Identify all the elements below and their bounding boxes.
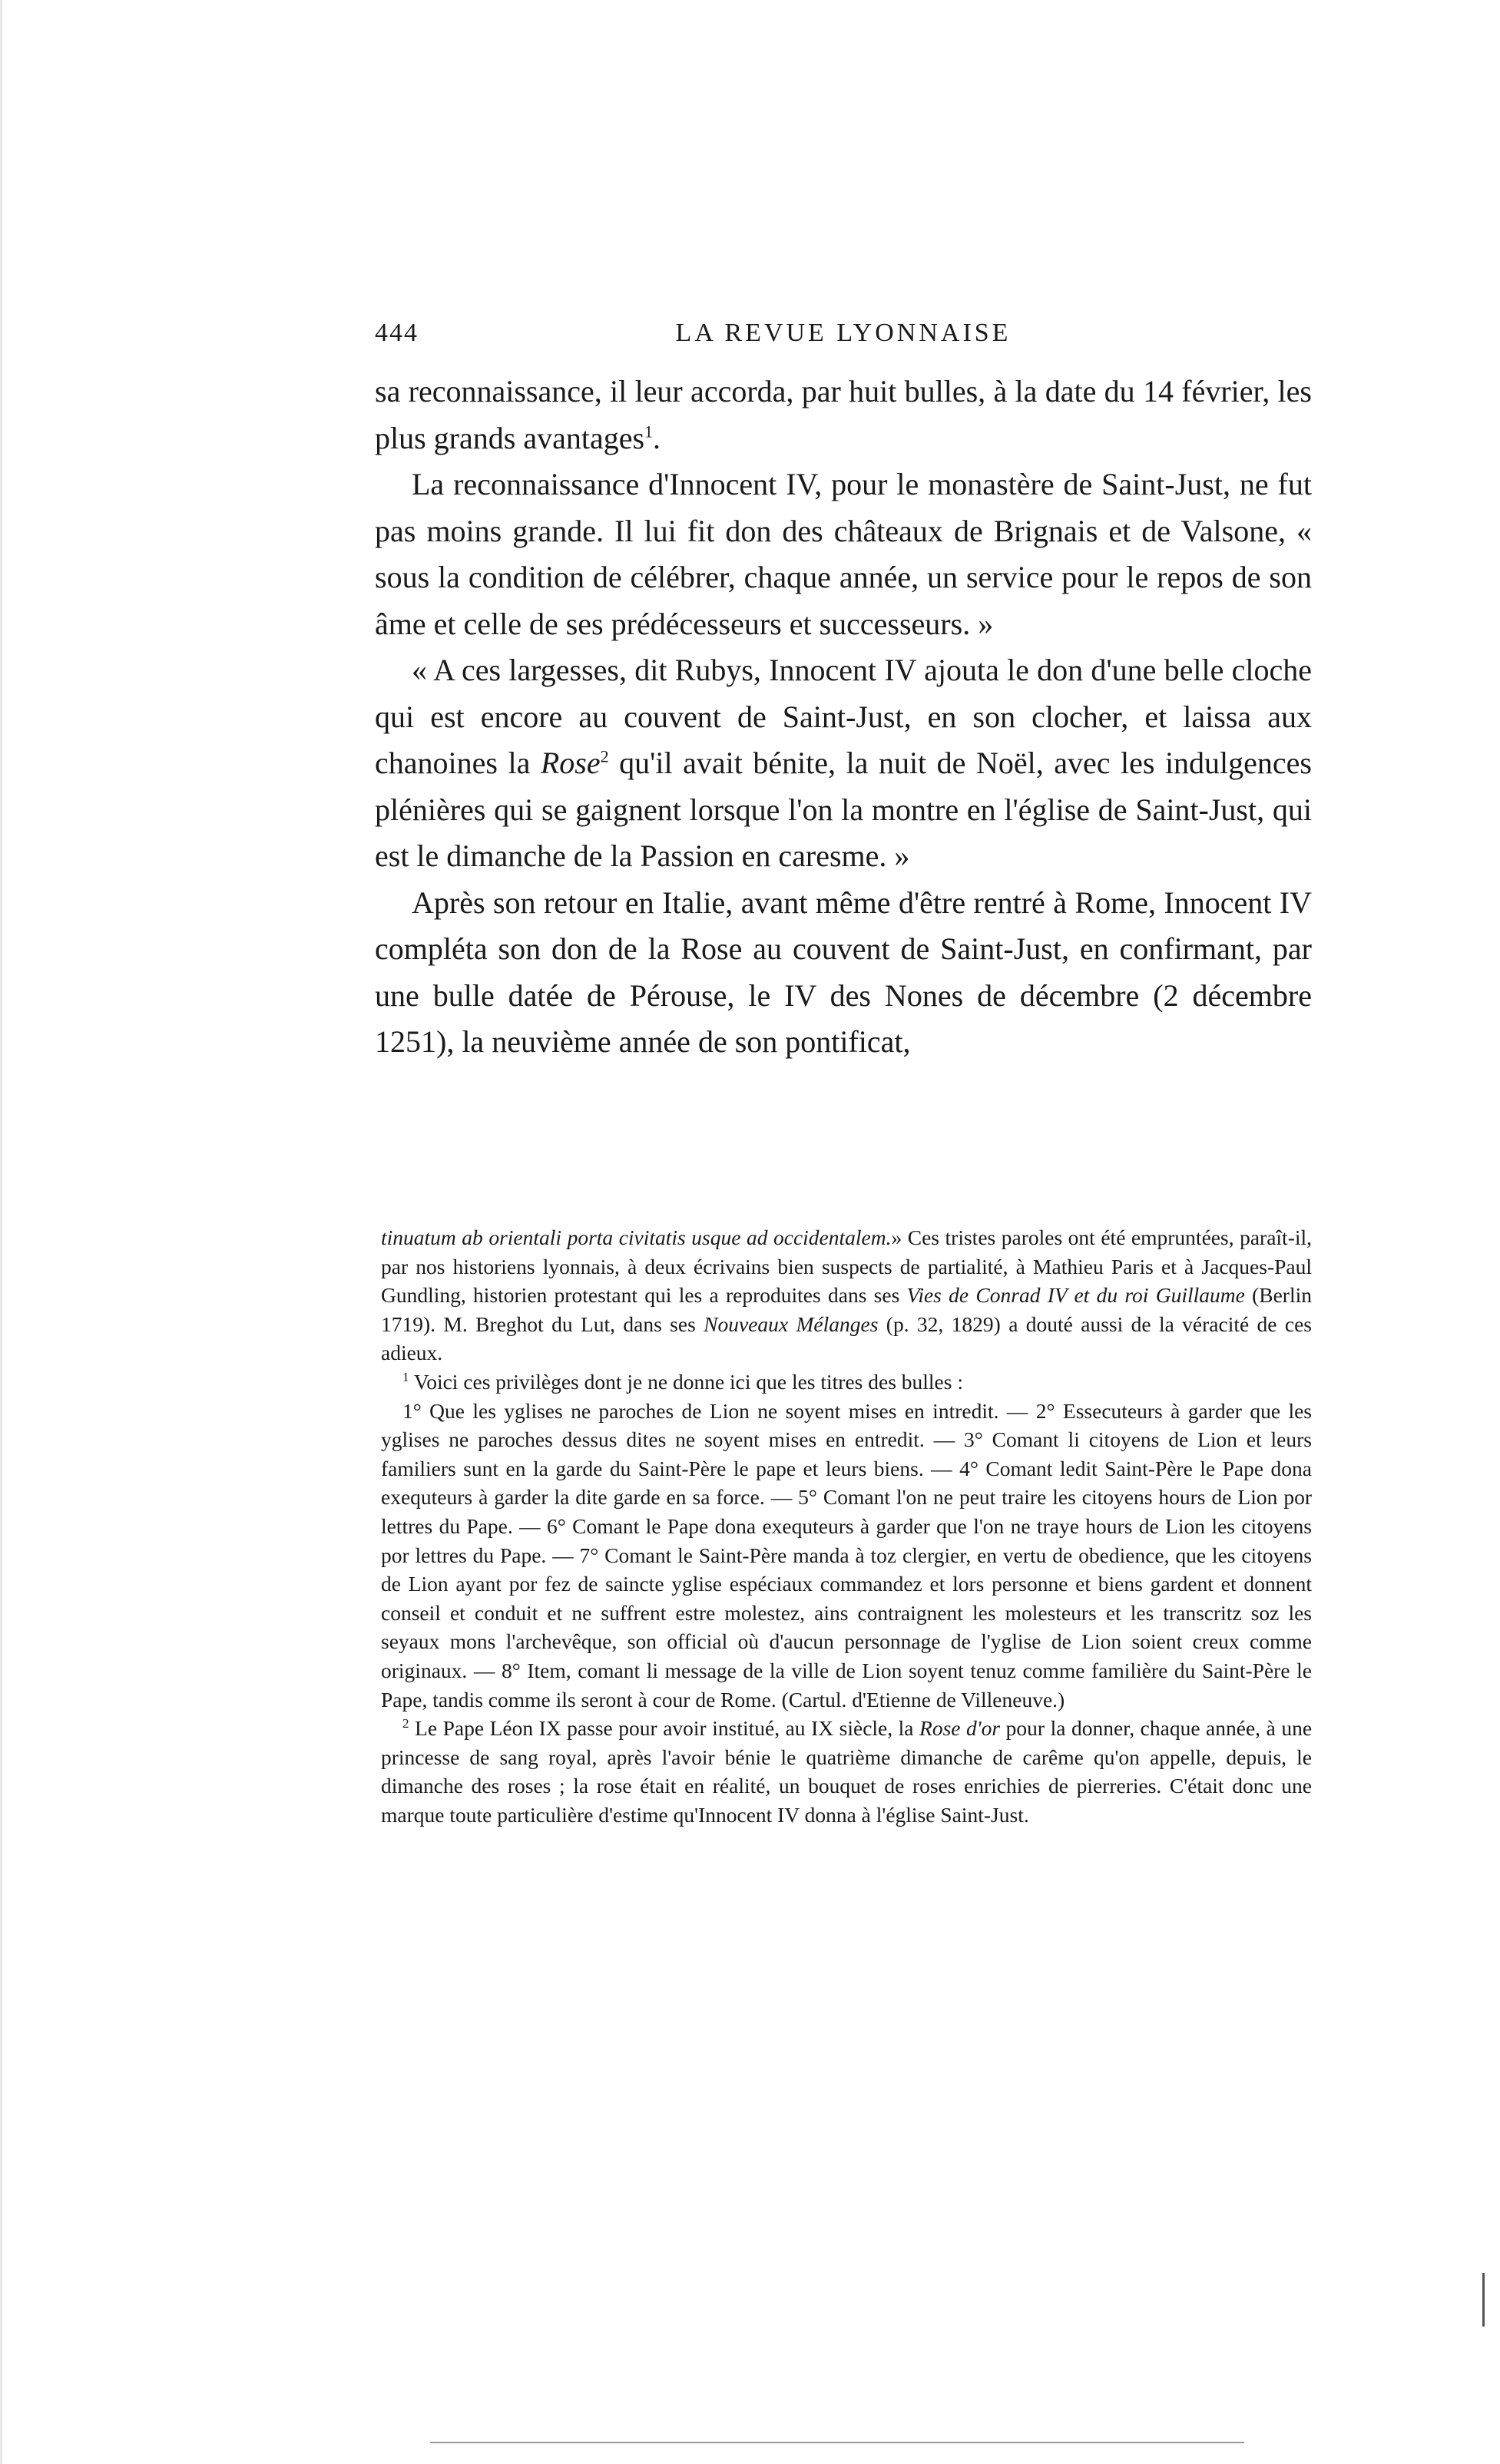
paragraph-3: « A ces largesses, dit Rubys, Innocent IV ajouta le don d'une belle cloche qui est encore au couvent de Saint-Just, en son clocher, et laissa aux chanoines la Rose$^2$ qu'il avait bénite, la nuit de Noël, avec les indulgences plénières qui se gaignent lorsque l'on la montre en l'église de Saint-Just, qui est le dimanche de la Passion en caresme. » bbox=[375, 653, 1312, 873]
main-text bbox=[375, 369, 1312, 1066]
paragraph-1: sa reconnaissance, il leur accorda, par huit bulles, à la date du 14 février, les plus grands avantages$^1$. bbox=[375, 374, 1312, 455]
footnote-ref-2: 2 bbox=[600, 746, 609, 766]
scan-edge bbox=[0, 0, 2, 2464]
running-header bbox=[375, 319, 1312, 365]
book-title-1: Vies de Conrad IV et du roi Guillaume bbox=[906, 1283, 1245, 1308]
footnote-ref-1: 1 bbox=[644, 422, 654, 442]
footnote-1-list: 1° Que les yglises ne paroches de Lion ne soyent mises en intredit. — 2° Essecuteurs à garder que les yglises ne paroches dessus dites ne soyent mises en entredit. — 3° Comant li citoyens de Lion et leurs familiers sunt en la garde du Saint-Père le pape et leurs biens. — 4° Comant ledit Saint-Père le Pape dona exequteurs à garder la dite garde en sa force. — 5° Comant l'on ne peut traire les citoyens hours de Lion por lettres du Pape. — 6° Comant le Pape dona exequteurs à garder que l'on ne traye hours de Lion les citoyens por lettres du Pape. — 7° Comant le Saint-Père manda à toz clergier, en vertu de obedience, que les citoyens de Lion ayant por fez de saincte yglise espéciaux commandez et lors personne et biens gardent et donnent conseil et conduit et ne suffrent estre molestez, ains contraignent les molesteurs et les transcritz soz les seyaux mons l'archevêque, son official où d'aucun personnage de l'yglise de Lion soient creux comme originaux. — 8° Item, comant li message de la ville de Lion soyent tenuz comme familière du Saint-Père le Pape, tandis comme ils seront à cour de Rome. (Cartul. d'Etienne de Villeneuve.) bbox=[381, 1398, 1312, 1712]
book-title-2: Nouveaux Mélanges bbox=[704, 1311, 879, 1336]
footnote-mark-1: 1 bbox=[402, 1369, 409, 1384]
scan-mark bbox=[1482, 2273, 1485, 2327]
footnote-continued: tinuatum ab orientali porta civitatis usque ad occidentalem.» Ces tristes paroles ont été empruntées, paraît-il, par nos historiens lyonnais, à deux écrivains bien suspects de partialité, à Mathieu Paris et à Jacques-Paul Gundling, historien protestant qui les a reproduites dans ses Vies de Conrad IV et du roi Guillaume (Berlin 1719). M. Breghot du Lut, dans ses Nouveaux Mélanges (p. 32, 1829) a douté aussi de la véracité de ces adieux. bbox=[381, 1225, 1313, 1365]
footnotes bbox=[381, 1223, 1312, 1829]
paragraph-2: La reconnaissance d'Innocent IV, pour le monastère de Saint-Just, ne fut pas moins grande. Il lui fit don des châteaux de Brignais et de Valsone, « sous la condition de célébrer, chaque année, un service pour le repos de son âme et celle de ses prédécesseurs et successeurs. » bbox=[375, 467, 1312, 641]
paragraph-4: Après son retour en Italie, avant même d'être rentré à Rome, Innocent IV compléta son don de la Rose au couvent de Saint-Just, en confirmant, par une bulle datée de Pérouse, le IV des Nones de décembre (2 décembre 1251), la neuvième année de son pontificat, bbox=[375, 885, 1312, 1059]
bottom-rule bbox=[430, 2442, 1244, 2443]
footnote-mark-2: 2 bbox=[402, 1715, 409, 1731]
running-title: LA REVUE LYONNAISE bbox=[675, 319, 1012, 347]
rose-term: Rose bbox=[540, 746, 601, 780]
rose-dor-term: Rose d'or bbox=[919, 1716, 1001, 1741]
page-number: 444 bbox=[375, 319, 419, 347]
footnote-1: $^1$ Voici ces privilèges dont je ne donne ici que les titres des bulles : bbox=[402, 1369, 963, 1394]
footnote-2: $^2$ Le Pape Léon IX passe pour avoir institué, au IX siècle, la Rose d'or pour la donner, chaque année, à une princesse de sang royal, après l'avoir bénie le quatrième dimanche de carême qu'on appelle, depuis, le dimanche des roses ; la rose était en réalité, un bouquet de roses enrichies de pierreries. C'était donc une marque toute particulière d'estime qu'Innocent IV donna à l'église Saint-Just. bbox=[381, 1715, 1313, 1827]
